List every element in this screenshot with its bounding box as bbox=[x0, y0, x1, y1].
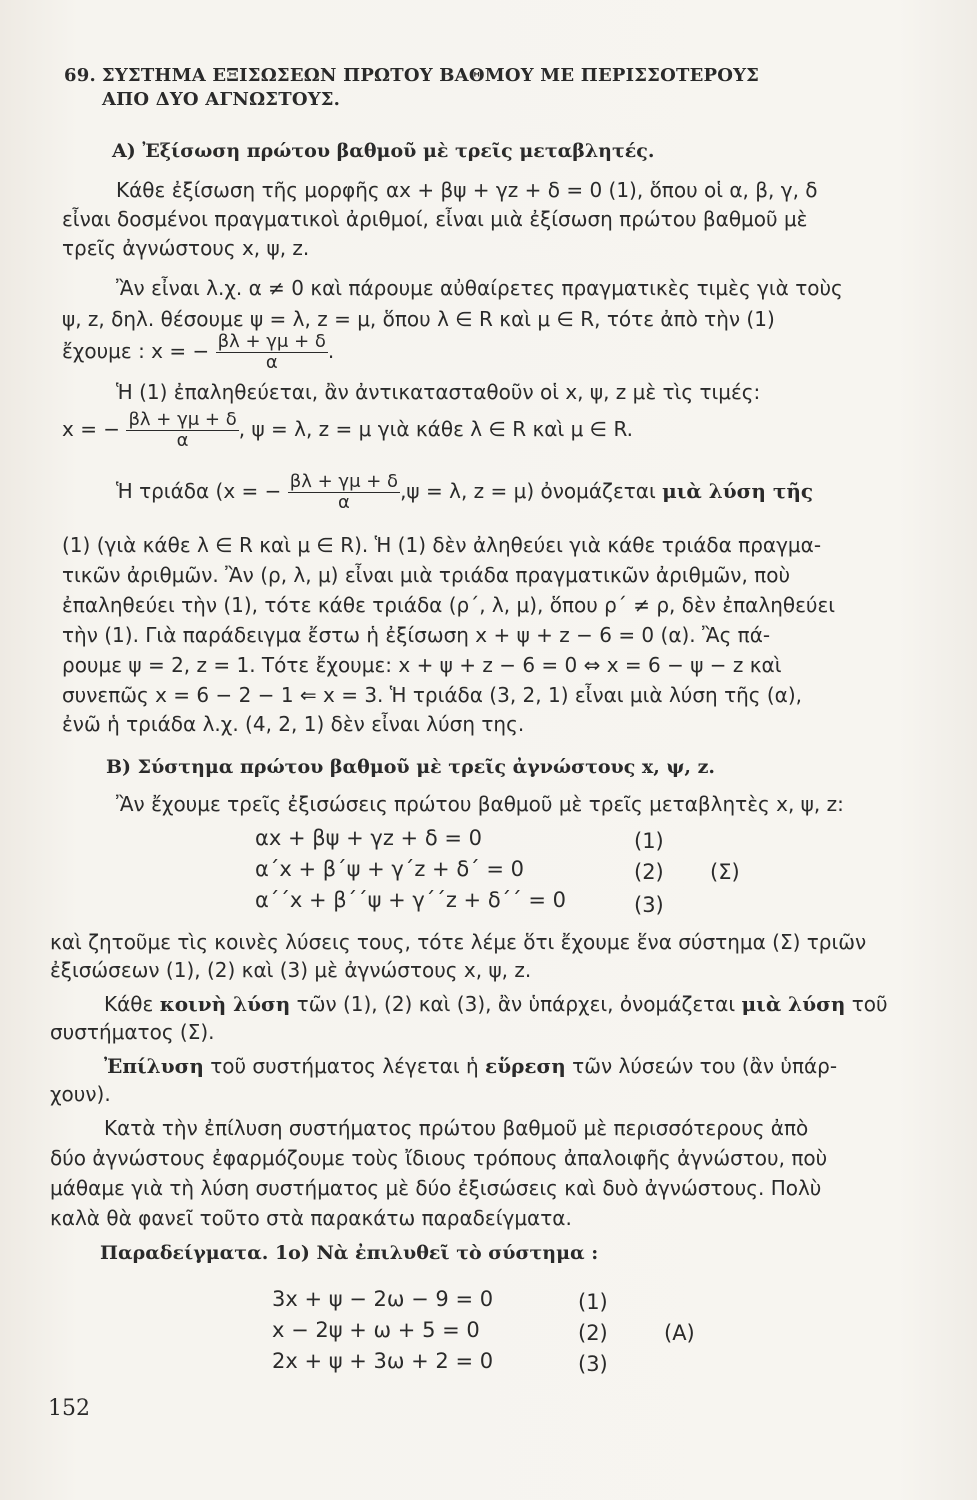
part-a-line-4: Ἂν εἶναι λ.χ. α ≠ 0 καὶ πάρουμε αὐθαίρετες πραγματικὲς τιμὲς γιὰ τοὺς bbox=[116, 276, 843, 300]
part-a-line-8-text: x = − bbox=[62, 417, 121, 441]
section-heading bbox=[64, 64, 924, 112]
fraction bbox=[126, 410, 238, 451]
part-b-line-8: Κατὰ τὴν ἐπίλυση συστήματος πρώτου βαθμοῦ μὲ περισσότερους ἀπὸ bbox=[104, 1116, 809, 1140]
example-system-label: (A) bbox=[664, 1321, 695, 1345]
part-a-line-2: εἶναι δοσμένοι πραγματικοὶ ἀριθμοί, εἶναι μιὰ ἐξίσωση πρώτου βαθμοῦ μὲ bbox=[62, 207, 808, 231]
part-b-line-4-bold2: μιὰ λύση bbox=[741, 992, 846, 1016]
part-b-line-4-c: τοῦ bbox=[851, 992, 888, 1016]
part-b-line-3: ἐξισώσεων (1), (2) καὶ (3) μὲ ἀγνώστους x, ψ, z. bbox=[50, 958, 532, 982]
part-b-line-4-a: Κάθε bbox=[104, 992, 154, 1016]
part-b-line-1: Ἂν ἔχουμε τρεῖς ἐξισώσεις πρώτου βαθμοῦ μὲ τρεῖς μεταβλητὲς x, ψ, z: bbox=[116, 792, 844, 816]
part-a-line-6-text: ἔχουμε : x = − bbox=[62, 339, 210, 363]
part-a-line-9-rest: ,ψ = λ, z = μ) ὀνομάζεται bbox=[400, 479, 656, 503]
fraction bbox=[288, 472, 400, 513]
system-equation-2: α΄x + β΄ψ + γ΄z + δ΄ = 0 bbox=[255, 857, 524, 881]
fraction-numerator: βλ + γμ + δ bbox=[128, 409, 237, 430]
part-a-line-9-bold: μιὰ λύση τῆς bbox=[662, 479, 814, 503]
system-equation-3: α΄΄x + β΄΄ψ + γ΄΄z + δ΄΄ = 0 bbox=[255, 888, 566, 912]
part-a-line-9-text: Ἡ τριάδα (x = − bbox=[116, 479, 282, 503]
part-a-line-6 bbox=[62, 332, 334, 373]
fraction-numerator: βλ + γμ + δ bbox=[289, 471, 399, 492]
part-a-line-9 bbox=[116, 472, 813, 513]
section-title-line2: ΑΠΟ ΔΥΟ ΑΓΝΩΣΤΟΥΣ. bbox=[102, 89, 341, 110]
equation-number-1: (1) bbox=[634, 829, 664, 853]
part-b-line-10: μάθαμε γιὰ τὴ λύση συστήματος μὲ δύο ἐξισώσεις καὶ δυὸ ἀγνώστους. Πολὺ bbox=[50, 1176, 822, 1200]
part-a-line-13: τὴν (1). Γιὰ παράδειγμα ἔστω ἡ ἐξίσωση x + ψ + z − 6 = 0 (α). Ἂς πά- bbox=[62, 623, 771, 647]
part-a-line-12: ἐπαληθεύει τὴν (1), τότε κάθε τριάδα (ρ΄, λ, μ), ὅπου ρ΄ ≠ ρ, δὲν ἐπαληθεύει bbox=[62, 593, 836, 617]
part-b-line-6-b: τῶν λύσεών του (ἂν ὑπάρ- bbox=[572, 1054, 838, 1078]
part-a-line-3: τρεῖς ἀγνώστους x, ψ, z. bbox=[62, 236, 310, 260]
part-b-line-6 bbox=[104, 1052, 837, 1081]
example-number-3: (3) bbox=[578, 1352, 608, 1376]
part-b-line-9: δύο ἀγνώστους ἐφαρμόζουμε τοὺς ἴδιους τρόπους ἀπαλοιφῆς ἀγνώστου, ποὺ bbox=[50, 1146, 828, 1170]
part-a-line-14: ρουμε ψ = 2, z = 1. Τότε ἔχουμε: x + ψ + z − 6 = 0 ⇔ x = 6 − ψ − z καὶ bbox=[62, 653, 782, 677]
fraction bbox=[216, 332, 328, 373]
example-equation-2: x − 2ψ + ω + 5 = 0 bbox=[272, 1318, 480, 1342]
fraction-denominator: α bbox=[176, 430, 189, 451]
example-equation-1: 3x + ψ − 2ω − 9 = 0 bbox=[272, 1287, 494, 1311]
examples-heading: Παραδείγματα. 1ο) Νὰ ἐπιλυθεῖ τὸ σύστημα : bbox=[100, 1242, 599, 1264]
part-a-line-6-end: . bbox=[327, 339, 335, 363]
example-number-2: (2) bbox=[578, 1321, 608, 1345]
system-equation-1: αx + βψ + γz + δ = 0 bbox=[255, 826, 482, 850]
part-b-heading: Β) Σύστημα πρώτου βαθμοῦ μὲ τρεῖς ἀγνώστους x, ψ, z. bbox=[106, 756, 715, 778]
part-b-line-4 bbox=[104, 990, 888, 1019]
part-b-line-5: συστήματος (Σ). bbox=[50, 1020, 215, 1044]
part-b-line-7: χουν). bbox=[50, 1082, 111, 1106]
part-a-line-11: τικῶν ἀριθμῶν. Ἂν (ρ, λ, μ) εἶναι μιὰ τριάδα πραγματικῶν ἀριθμῶν, ποὺ bbox=[62, 563, 791, 587]
part-b-line-4-bold1: κοινὴ λύση bbox=[159, 992, 291, 1016]
fraction-denominator: α bbox=[265, 352, 278, 373]
system-label: (Σ) bbox=[710, 860, 740, 884]
part-b-line-11: καλὰ θὰ φανεῖ τοῦτο στὰ παρακάτω παραδείγματα. bbox=[50, 1206, 572, 1230]
section-number: 69. bbox=[64, 65, 96, 86]
part-a-heading: Α) Ἐξίσωση πρώτου βαθμοῦ μὲ τρεῖς μεταβλητές. bbox=[112, 140, 655, 162]
section-title-line1: ΣΥΣΤΗΜΑ ΕΞΙΣΩΣΕΩΝ ΠΡΩΤΟΥ ΒΑΘΜΟΥ ΜΕ ΠΕΡΙΣΣΟΤΕΡΟΥΣ bbox=[101, 65, 760, 86]
part-a-line-5: ψ, z, δηλ. θέσουμε ψ = λ, z = μ, ὅπου λ ∈ R καὶ μ ∈ R, τότε ἀπὸ τὴν (1) bbox=[62, 307, 775, 331]
example-number-1: (1) bbox=[578, 1290, 608, 1314]
part-a-line-8 bbox=[62, 410, 633, 451]
fraction-numerator: βλ + γμ + δ bbox=[217, 331, 326, 352]
fraction-denominator: α bbox=[337, 492, 350, 513]
part-b-line-6-bold1: Ἐπίλυση bbox=[104, 1054, 204, 1078]
part-b-line-2: καὶ ζητοῦμε τὶς κοινὲς λύσεις τους, τότε λέμε ὅτι ἔχουμε ἕνα σύστημα (Σ) τριῶν bbox=[50, 930, 867, 954]
page-number: 152 bbox=[48, 1396, 90, 1421]
part-a-line-1: Κάθε ἐξίσωση τῆς μορφῆς αx + βψ + γz + δ = 0 (1), ὅπου οἱ α, β, γ, δ bbox=[116, 178, 818, 202]
equation-number-3: (3) bbox=[634, 893, 664, 917]
part-b-line-6-bold2: εὕρεση bbox=[485, 1054, 566, 1078]
part-a-line-7: Ἡ (1) ἐπαληθεύεται, ἂν ἀντικατασταθοῦν οἱ x, ψ, z μὲ τὶς τιμές: bbox=[116, 380, 761, 404]
part-b-line-4-b: τῶν (1), (2) καὶ (3), ἂν ὑπάρχει, ὀνομάζεται bbox=[296, 992, 736, 1016]
example-equation-3: 2x + ψ + 3ω + 2 = 0 bbox=[272, 1349, 494, 1373]
part-a-line-15: συνεπῶς x = 6 − 2 − 1 ⇐ x = 3. Ἡ τριάδα (3, 2, 1) εἶναι μιὰ λύση τῆς (α), bbox=[62, 683, 803, 707]
part-a-line-16: ἐνῶ ἡ τριάδα λ.χ. (4, 2, 1) δὲν εἶναι λύση της. bbox=[62, 712, 525, 736]
part-a-line-10: (1) (γιὰ κάθε λ ∈ R καὶ μ ∈ R). Ἡ (1) δὲν ἀληθεύει γιὰ κάθε τριάδα πραγμα- bbox=[62, 533, 822, 557]
part-a-line-8-rest: , ψ = λ, z = μ γιὰ κάθε λ ∈ R καὶ μ ∈ R. bbox=[238, 417, 633, 441]
equation-number-2: (2) bbox=[634, 860, 664, 884]
part-b-line-6-a: τοῦ συστήματος λέγεται ἡ bbox=[210, 1054, 479, 1078]
